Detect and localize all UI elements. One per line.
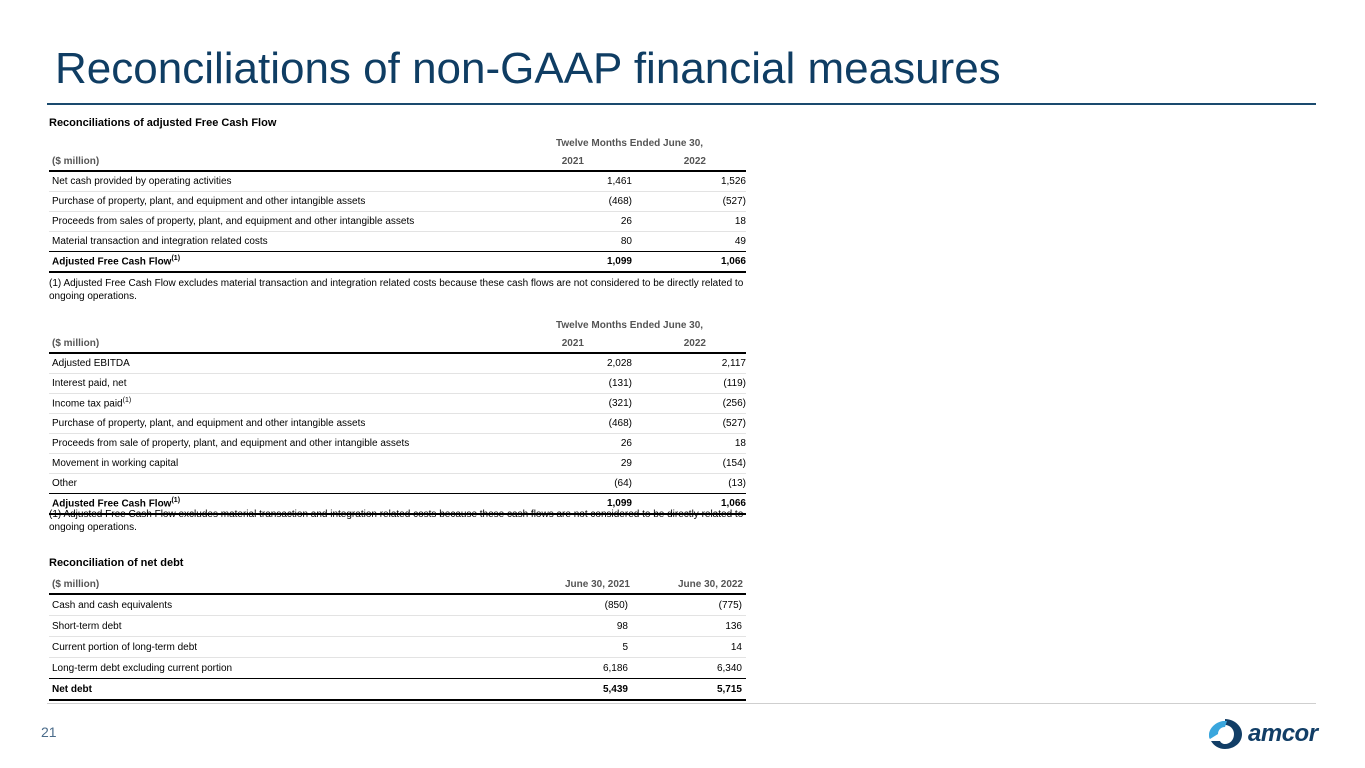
period-label: Twelve Months Ended June 30,: [556, 138, 704, 149]
title-divider: [47, 103, 1316, 105]
table-row: Material transaction and integration related costs 80 49: [52, 236, 746, 247]
footnote-marker: (1): [171, 255, 181, 263]
table-row: Net cash provided by operating activities 1,461 1,526: [49, 172, 746, 192]
logo-wordmark: amcor: [1248, 720, 1318, 747]
footer-divider: [47, 703, 1316, 704]
year-2022-header: 2022: [683, 155, 706, 167]
table-row: Current portion of long-term debt 5 14: [49, 637, 746, 658]
total-row: Adjusted Free Cash Flow$^{(1)}$ 1,099 1,066: [49, 493, 746, 515]
fcf-table-2: [49, 318, 746, 515]
amcor-logo: [1206, 716, 1318, 752]
slide-title: Reconciliations of non-GAAP financial measures: [55, 44, 1001, 93]
table-row: Purchase of property, plant, and equipment and other intangible assets (468) (527): [49, 192, 746, 212]
net-debt-heading: Reconciliation of net debt: [49, 557, 184, 569]
footnote: (1) Adjusted Free Cash Flow excludes material transaction and integration related costs because these cash flows are not considered to be directly related to ongoing operations.: [49, 509, 744, 533]
date-2022-header: June 30, 2022: [677, 578, 743, 590]
unit-label: ($ million): [52, 578, 100, 590]
table-header: [49, 334, 746, 354]
year-2021-header: 2021: [561, 337, 584, 349]
table-row: Purchase of property, plant, and equipment and other intangible assets (468) (527): [49, 414, 746, 434]
table-header: [49, 575, 746, 595]
date-2021-header: June 30, 2021: [564, 578, 630, 590]
period-label: Twelve Months Ended June 30,: [556, 320, 704, 331]
footnote-marker: (1): [122, 397, 132, 405]
year-2021-header: 2021: [561, 155, 584, 167]
table-row: Interest paid, net (131) (119): [49, 374, 746, 394]
table-row: Income tax paid$^{(1)}$ (321) (256): [49, 394, 746, 414]
fcf-heading: Reconciliations of adjusted Free Cash Flow: [49, 117, 277, 129]
fcf-table-1: [49, 136, 746, 273]
year-2022-header: 2022: [683, 337, 706, 349]
net-debt-table: [49, 575, 746, 701]
total-row: Net debt 5,439 5,715: [49, 678, 746, 701]
unit-label: ($ million): [52, 337, 100, 349]
amcor-logo-icon: [1206, 717, 1244, 751]
table-row: Proceeds from sale of property, plant, and equipment and other intangible assets 26 18: [49, 434, 746, 454]
table-row: Long-term debt excluding current portion 6,186 6,340: [52, 662, 742, 674]
footnote: (1) Adjusted Free Cash Flow excludes material transaction and integration related costs because these cash flows are not considered to be directly related to ongoing operations.: [49, 278, 744, 302]
total-row: Adjusted Free Cash Flow$^{(1)}$ 1,099 1,066: [49, 251, 746, 273]
table-row: Proceeds from sales of property, plant, and equipment and other intangible assets 26 18: [49, 212, 746, 232]
table-row: Other (64) (13): [52, 478, 746, 489]
table-row: Cash and cash equivalents (850) (775): [49, 595, 746, 616]
page-number: 21: [41, 724, 57, 740]
table-row: Adjusted EBITDA 2,028 2,117: [49, 354, 746, 374]
unit-label: ($ million): [52, 155, 100, 167]
footnote-marker: (1): [171, 497, 181, 505]
table-row: Movement in working capital 29 (154): [49, 454, 746, 474]
table-row: Short-term debt 98 136: [49, 616, 746, 637]
table-header: [49, 152, 746, 172]
